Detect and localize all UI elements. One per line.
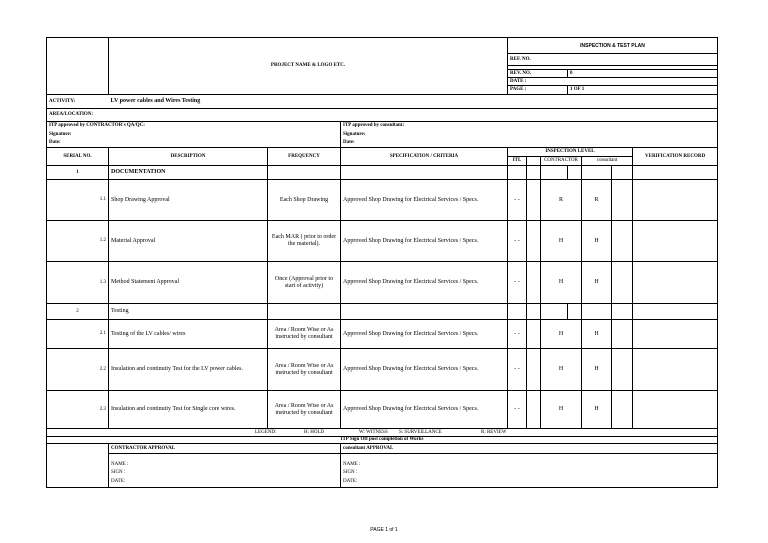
consultant-signature: Signature: bbox=[341, 131, 718, 139]
contractor-sign: SIGN : bbox=[109, 468, 341, 478]
item-spec: Approved Shop Drawing for Electrical Services / Specs. bbox=[341, 391, 508, 429]
item-consultant: H bbox=[582, 391, 612, 429]
item-spec: Approved Shop Drawing for Electrical Services / Specs. bbox=[341, 221, 508, 262]
section-title: Testing bbox=[109, 304, 268, 320]
col-inspection-level: INSPECTION LEVEL bbox=[508, 148, 633, 157]
contractor-date: Date: bbox=[47, 139, 341, 148]
item-consultant: H bbox=[582, 221, 612, 262]
item-contractor: R bbox=[541, 180, 582, 221]
legend-hold: H: HOLD bbox=[304, 430, 325, 435]
item-description: Shop Drawing Approval bbox=[109, 180, 268, 221]
date-label: DATE : bbox=[508, 78, 718, 86]
area-location: AREA/LOCATION: bbox=[47, 109, 718, 122]
page-footer: PAGE 1 of 1 bbox=[370, 527, 398, 533]
item-number: 1.2 bbox=[47, 221, 109, 262]
item-contractor: H bbox=[541, 391, 582, 429]
col-spec: SPECIFICATION / CRITERIA bbox=[341, 148, 508, 166]
table-row bbox=[47, 180, 718, 221]
consultant-sign: SIGN : bbox=[341, 468, 718, 478]
item-contractor: H bbox=[541, 320, 582, 349]
item-contractor: H bbox=[541, 262, 582, 304]
activity-label: ACTIVITY: bbox=[47, 95, 109, 109]
item-description: Insulation and continuity Test for the LV power cables. bbox=[109, 349, 268, 391]
item-itl: - - bbox=[508, 262, 527, 304]
table-row bbox=[47, 391, 718, 429]
plan-title: INSPECTION & TEST PLAN bbox=[508, 38, 718, 54]
item-itl: - - bbox=[508, 320, 527, 349]
contractor-date-field: DATE: bbox=[109, 478, 341, 488]
item-contractor: H bbox=[541, 221, 582, 262]
page-label: PAGE : bbox=[508, 86, 568, 95]
item-number: 2.3 bbox=[47, 391, 109, 429]
item-contractor: H bbox=[541, 349, 582, 391]
contractor-approval-label: ITP approved by CONTRACTOR's QA/QC: bbox=[47, 122, 341, 131]
col-itl: ITL bbox=[508, 157, 527, 166]
page-value: 1 OF 1 bbox=[568, 86, 718, 95]
item-number: 2.1 bbox=[47, 320, 109, 349]
table-row bbox=[47, 221, 718, 262]
item-itl: - - bbox=[508, 221, 527, 262]
consultant-approval-title: consultant APPROVAL bbox=[341, 444, 718, 454]
itp-table bbox=[46, 37, 718, 488]
legend-surveillance: S: SURVEILLANCE bbox=[399, 430, 442, 435]
item-description: Insulation and continuity Test for Single core wires. bbox=[109, 391, 268, 429]
activity-value: LV power cables and Wires Testing bbox=[109, 95, 718, 109]
item-spec: Approved Shop Drawing for Electrical Services / Specs. bbox=[341, 349, 508, 391]
contractor-name: NAME : bbox=[109, 454, 341, 468]
item-number: 1.1 bbox=[47, 180, 109, 221]
item-number: 1.3 bbox=[47, 262, 109, 304]
item-description: Material Approval bbox=[109, 221, 268, 262]
rev-no-label: REV. NO. bbox=[508, 70, 568, 78]
consultant-date: Date: bbox=[341, 139, 718, 148]
consultant-approval-label: ITP approved by consultant: bbox=[341, 122, 718, 131]
ref-no: REF. NO. bbox=[508, 54, 718, 66]
col-serial: SERIAL NO. bbox=[47, 148, 109, 166]
item-consultant: H bbox=[582, 262, 612, 304]
legend-row bbox=[47, 429, 718, 437]
item-frequency: Each MAR ( prior to order the material). bbox=[268, 221, 341, 262]
itp-sheet bbox=[46, 37, 717, 488]
item-description: Method Statement Approval bbox=[109, 262, 268, 304]
col-contractor: CONTRACTOR bbox=[541, 157, 582, 166]
table-row bbox=[47, 166, 718, 180]
item-consultant: H bbox=[582, 349, 612, 391]
legend-witness: W: WITNESS bbox=[359, 430, 388, 435]
table-row bbox=[47, 320, 718, 349]
contractor-signature: Signature: bbox=[47, 131, 341, 139]
serial-cell: 1 bbox=[47, 166, 109, 180]
consultant-name: NAME : bbox=[341, 454, 718, 468]
section-title: DOCUMENTATION bbox=[109, 166, 268, 180]
legend-label: LEGEND: bbox=[255, 430, 277, 435]
consultant-date-field: DATE: bbox=[341, 478, 718, 488]
item-consultant: H bbox=[582, 320, 612, 349]
item-number: 2.2 bbox=[47, 349, 109, 391]
item-consultant: R bbox=[582, 180, 612, 221]
item-frequency: Each Shop Drawing bbox=[268, 180, 341, 221]
rev-no-value: 0 bbox=[568, 70, 718, 78]
contractor-approval-title: CONTRACTOR APPROVAL bbox=[109, 444, 341, 454]
item-frequency: Once (Approval prior to start of activity) bbox=[268, 262, 341, 304]
table-row bbox=[47, 304, 718, 320]
logo-cell bbox=[47, 38, 109, 95]
item-spec: Approved Shop Drawing for Electrical Services / Specs. bbox=[341, 262, 508, 304]
item-description: Testing of the LV cables/ wires bbox=[109, 320, 268, 349]
col-frequency: FREQUENCY bbox=[268, 148, 341, 166]
item-itl: - - bbox=[508, 349, 527, 391]
item-frequency: Area / Room Wise or As instructed by consultant bbox=[268, 320, 341, 349]
serial-cell: 2 bbox=[47, 304, 109, 320]
col-consultant: consultant bbox=[582, 157, 633, 166]
legend-review: R: REVIEW bbox=[481, 430, 507, 435]
item-spec: Approved Shop Drawing for Electrical Services / Specs. bbox=[341, 180, 508, 221]
table-row bbox=[47, 262, 718, 304]
project-name: PROJECT NAME & LOGO ETC. bbox=[109, 38, 508, 95]
item-frequency: Area / Room Wise or As instructed by consultant bbox=[268, 391, 341, 429]
item-itl: - - bbox=[508, 391, 527, 429]
col-description: DESCRIPTION bbox=[109, 148, 268, 166]
item-itl: - - bbox=[508, 180, 527, 221]
table-row bbox=[47, 349, 718, 391]
col-verification: VERIFICATION RECORD bbox=[633, 148, 718, 166]
item-spec: Approved Shop Drawing for Electrical Services / Specs. bbox=[341, 320, 508, 349]
item-frequency: Area / Room Wise or As instructed by consultant bbox=[268, 349, 341, 391]
legend-note: ITP Sign Off post completion of Works bbox=[47, 437, 718, 444]
